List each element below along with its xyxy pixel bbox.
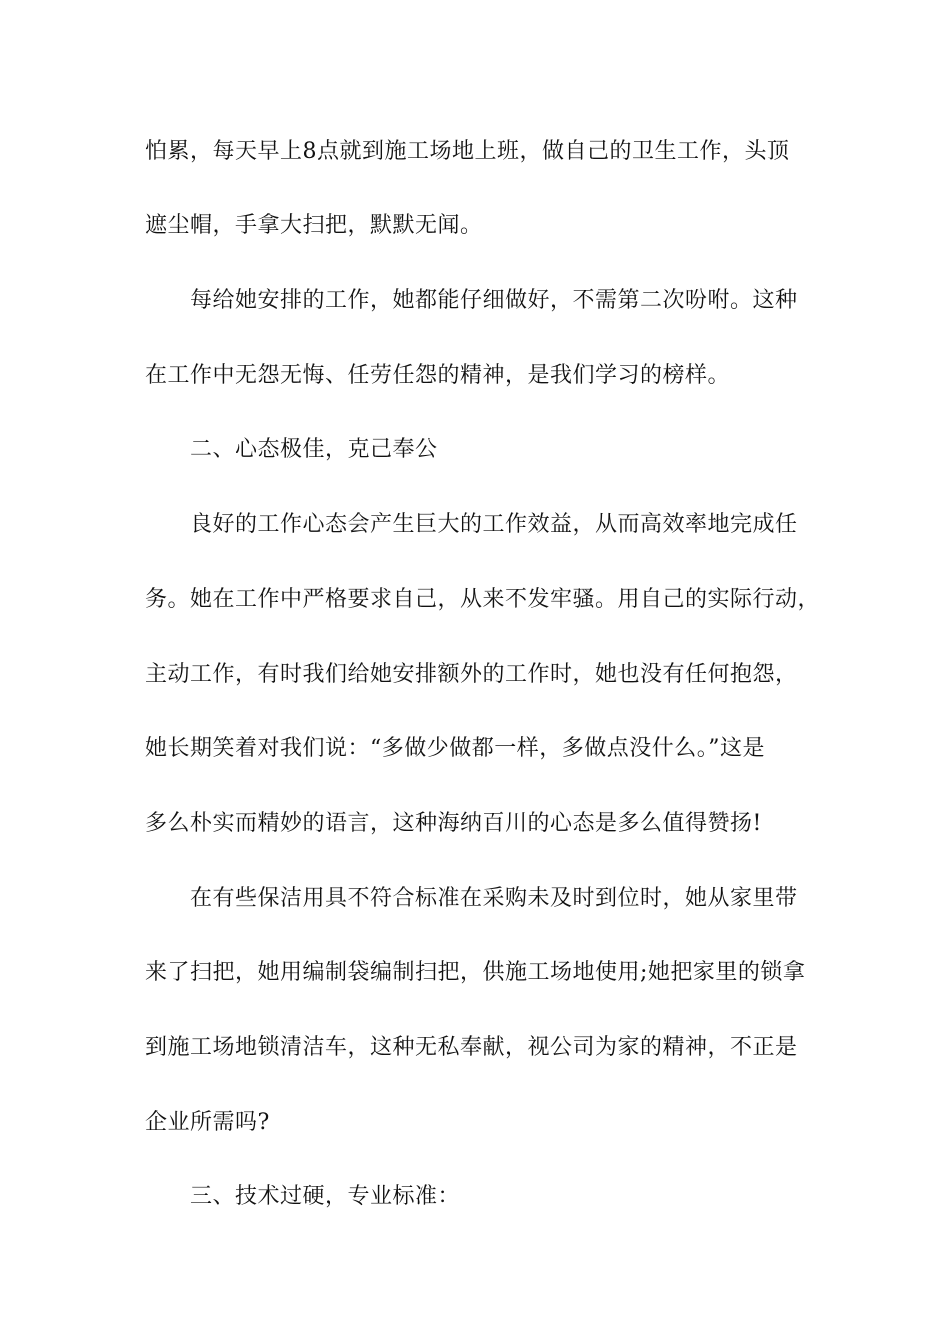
paragraph-line: 主动工作，有时我们给她安排额外的工作时，她也没有任何抱怨，: [145, 662, 798, 687]
section-heading: 二、心态极佳，克己奉公: [190, 437, 438, 462]
paragraph-line: 务。她在工作中严格要求自己，从来不发牢骚。用自己的实际行动，: [145, 587, 821, 612]
paragraph-line: 遮尘帽，手拿大扫把，默默无闻。: [145, 213, 483, 238]
paragraph-line: 在工作中无怨无悔、任劳任怨的精神，是我们学习的榜样。: [145, 363, 731, 388]
paragraph-line: 良好的工作心态会产生巨大的工作效益，从而高效率地完成任: [190, 512, 798, 537]
paragraph-line: 怕累，每天早上8点就到施工场地上班，做自己的卫生工作，头顶: [145, 139, 790, 164]
paragraph-line: 企业所需吗?: [145, 1110, 270, 1135]
section-heading: 三、技术过硬，专业标准：: [190, 1184, 461, 1209]
paragraph-line: 来了扫把，她用编制袋编制扫把，供施工场地使用;她把家里的锁拿: [145, 960, 806, 985]
paragraph-line: 到施工场地锁清洁车，这种无私奉献，视公司为家的精神，不正是: [145, 1035, 798, 1060]
paragraph-line: 在有些保洁用具不符合标准在采购未及时到位时，她从家里带: [190, 886, 798, 911]
paragraph-line: 每给她安排的工作，她都能仔细做好，不需第二次吩咐。这种: [190, 288, 798, 313]
paragraph-line: 她长期笑着对我们说：“多做少做都一样，多做点没什么。”这是: [145, 736, 765, 761]
paragraph-line: 多么朴实而精妙的语言，这种海纳百川的心态是多么值得赞扬!: [145, 811, 762, 836]
